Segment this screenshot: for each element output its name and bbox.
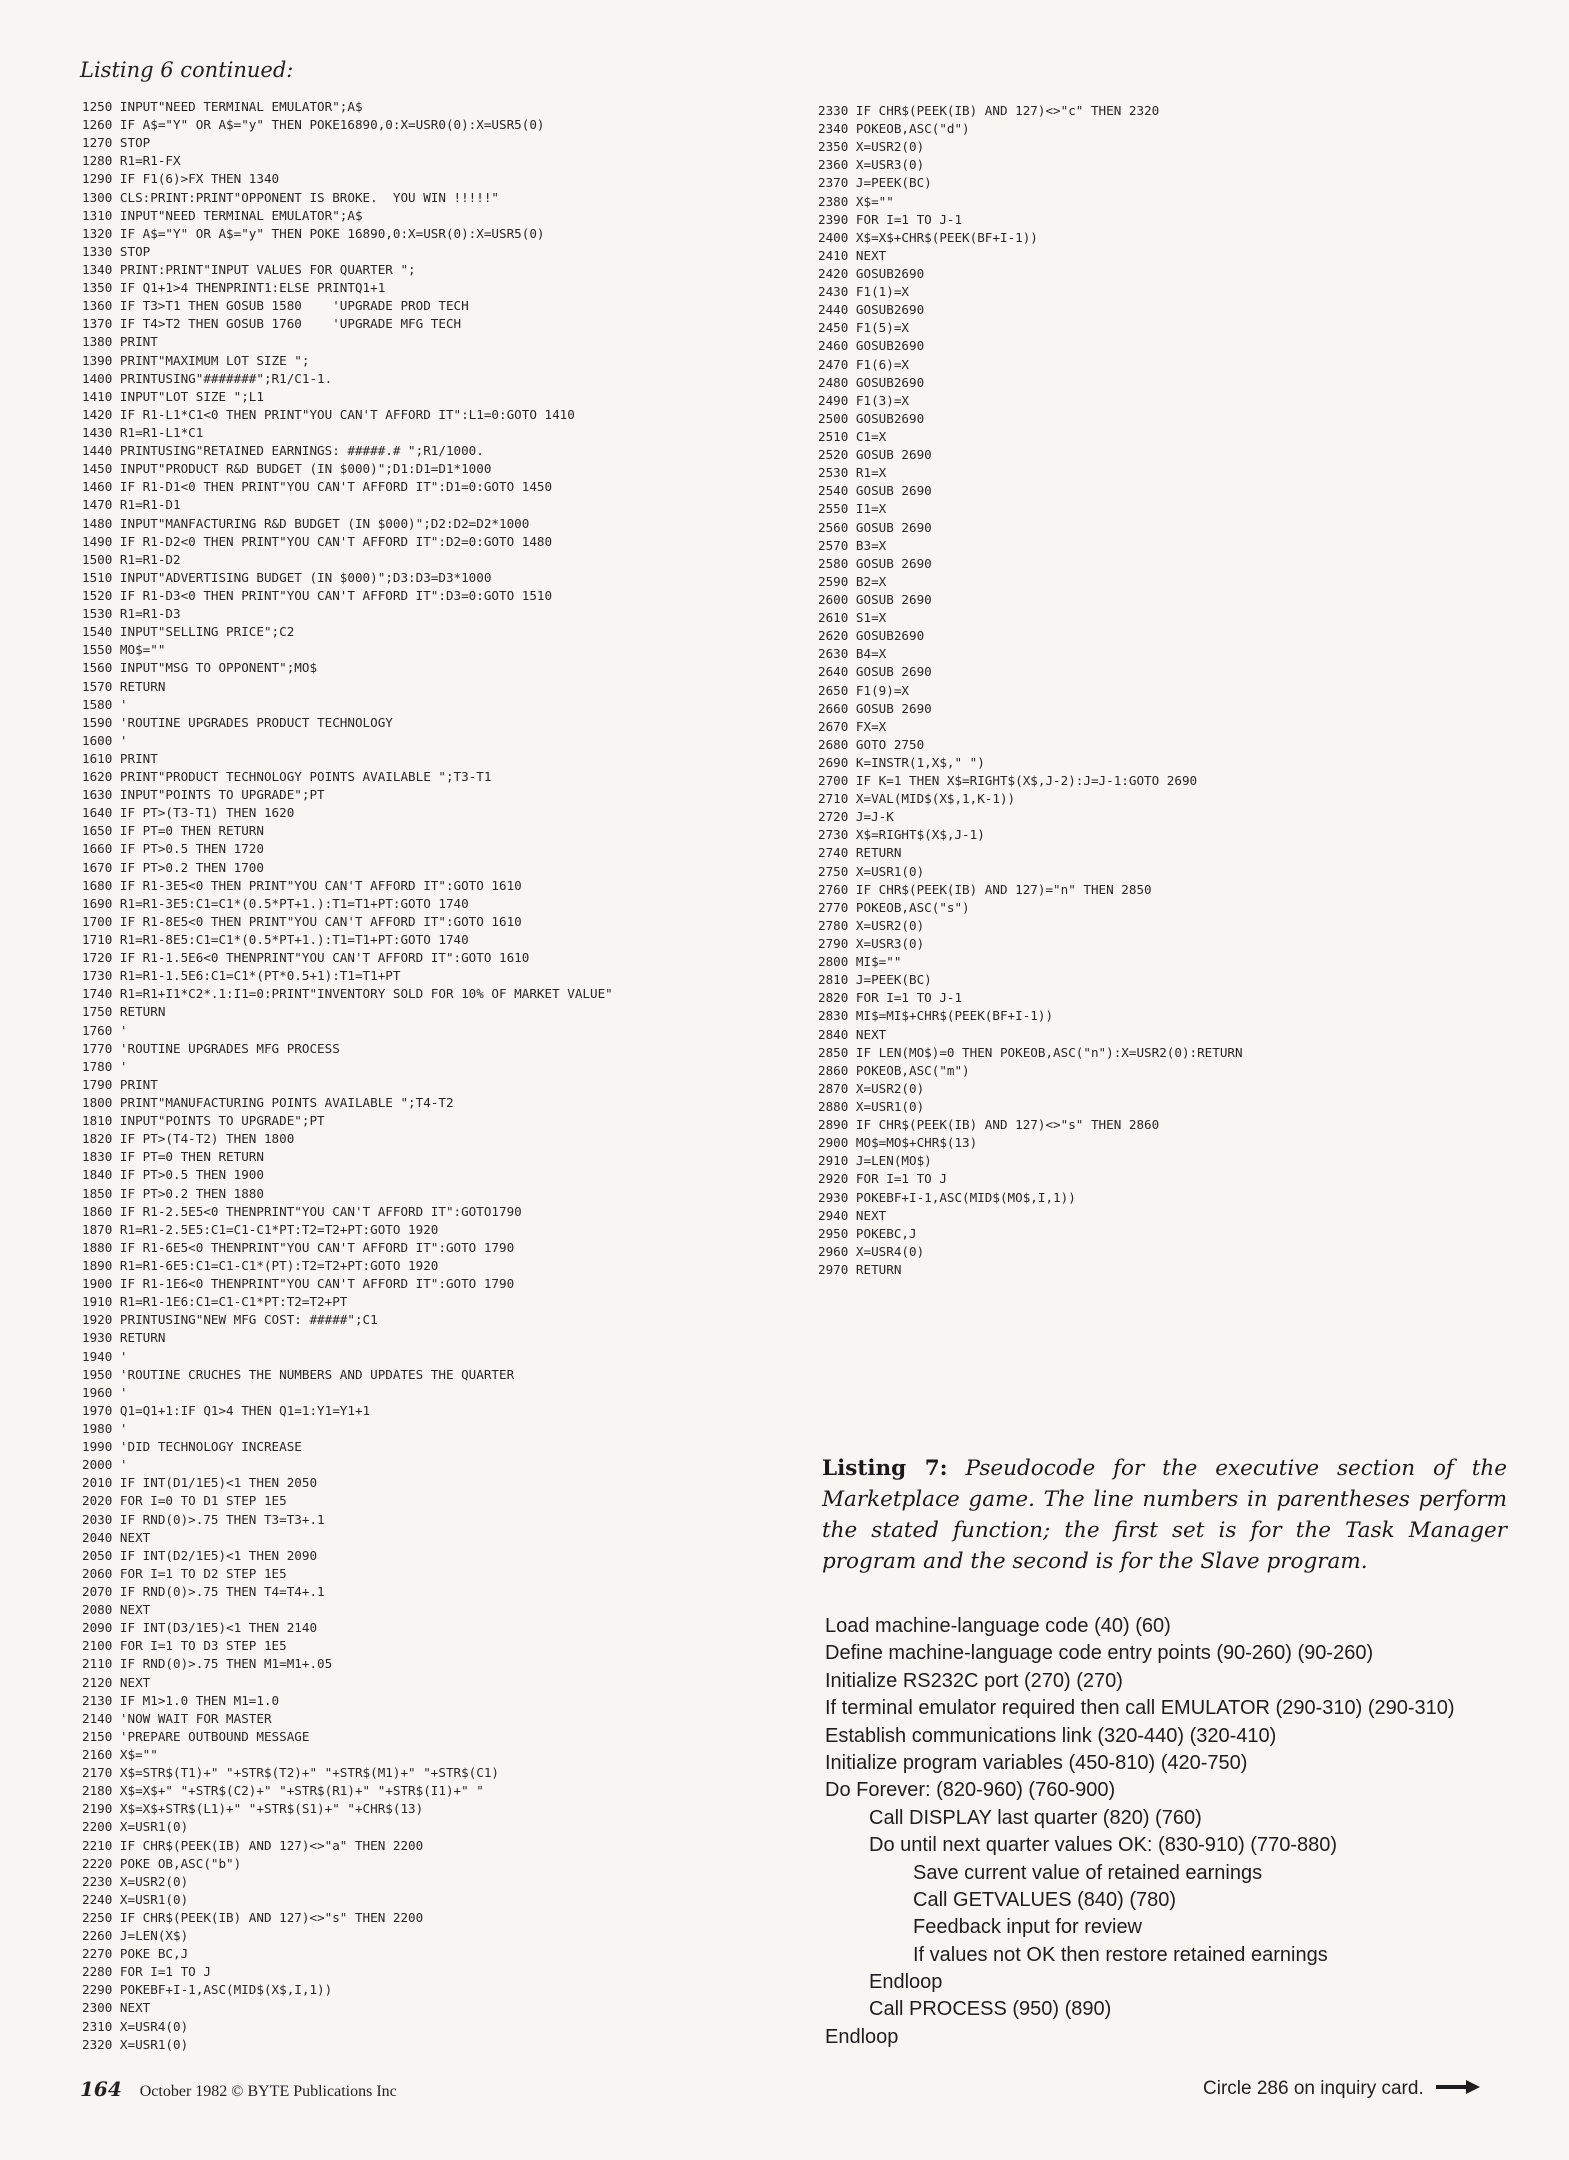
- code-line: 1390 PRINT"MAXIMUM LOT SIZE ";: [82, 352, 310, 368]
- code-line: 2110 IF RND(0)>.75 THEN M1=M1+.05: [82, 1656, 333, 1672]
- code-line: 2400 X$=X$+CHR$(PEEK(BF+I-1)): [818, 229, 1038, 245]
- code-line: 1410 INPUT"LOT SIZE ";L1: [82, 388, 264, 404]
- pseudocode-line: Initialize program variables (450-810) (420-750): [825, 1751, 1248, 1774]
- code-line: 2230 X=USR2(0): [82, 1873, 189, 1889]
- code-line: 1350 IF Q1+1>4 THENPRINT1:ELSE PRINTQ1+1: [82, 280, 386, 296]
- code-line: 2800 MI$="": [818, 954, 902, 970]
- code-line: 2670 FX=X: [818, 718, 887, 734]
- code-line: 1850 IF PT>0.2 THEN 1880: [82, 1185, 264, 1201]
- pseudocode-line: Endloop: [825, 2025, 899, 2048]
- code-line: 1560 INPUT"MSG TO OPPONENT";MO$: [82, 660, 318, 676]
- code-line: 1600 ': [82, 732, 128, 748]
- code-line: 2500 GOSUB2690: [818, 410, 925, 426]
- code-line: 2480 GOSUB2690: [818, 374, 925, 390]
- code-line: 2650 F1(9)=X: [818, 682, 909, 698]
- code-line: 2820 FOR I=1 TO J-1: [818, 990, 963, 1006]
- code-line: 1980 ': [82, 1420, 128, 1436]
- pseudocode-line: Initialize RS232C port (270) (270): [825, 1669, 1123, 1692]
- code-line: 1330 STOP: [82, 243, 151, 259]
- pseudocode-line: Call DISPLAY last quarter (820) (760): [869, 1806, 1202, 1829]
- code-line: 2960 X=USR4(0): [818, 1243, 925, 1259]
- code-line: 2600 GOSUB 2690: [818, 591, 932, 607]
- caption-text: Pseudocode for the executive section of the Marketplace game. The line numbers in parentheses perform the stated function; the first set is for the Task Manager program and the second is for the Slave program.: [822, 1456, 1507, 1574]
- code-line: 1340 PRINT:PRINT"INPUT VALUES FOR QUARTER ";: [82, 261, 416, 277]
- code-line: 2280 FOR I=1 TO J: [82, 1964, 211, 1980]
- pseudocode-line: Load machine-language code (40) (60): [825, 1615, 1171, 1637]
- code-line: 2320 X=USR1(0): [82, 2036, 189, 2052]
- code-line: 1720 IF R1-1.5E6<0 THENPRINT"YOU CAN'T AFFORD IT":GOTO 1610: [82, 950, 530, 966]
- code-line: 2420 GOSUB2690: [818, 265, 925, 281]
- code-line: 2090 IF INT(D3/1E5)<1 THEN 2140: [82, 1620, 318, 1636]
- code-line: 2970 RETURN: [818, 1262, 902, 1277]
- pseudocode-line: If values not OK then restore retained earnings: [913, 1943, 1328, 1966]
- code-line: 2430 F1(1)=X: [818, 284, 909, 300]
- code-line: 2410 NEXT: [818, 247, 887, 263]
- code-line: 2810 J=PEEK(BC): [818, 972, 932, 988]
- page-number: 164: [80, 2077, 122, 2101]
- code-line: 1310 INPUT"NEED TERMINAL EMULATOR";A$: [82, 207, 363, 223]
- code-line: 1590 'ROUTINE UPGRADES PRODUCT TECHNOLOGY: [82, 714, 393, 730]
- code-line: 1660 IF PT>0.5 THEN 1720: [82, 841, 264, 857]
- code-line: 1610 PRINT: [82, 750, 158, 766]
- code-line: 2490 F1(3)=X: [818, 392, 909, 408]
- code-line: 2340 POKEOB,ASC("d"): [818, 121, 970, 137]
- code-line: 1970 Q1=Q1+1:IF Q1>4 THEN Q1=1:Y1=Y1+1: [82, 1402, 371, 1418]
- code-line: 1870 R1=R1-2.5E5:C1=C1-C1*PT:T2=T2+PT:GOTO 1920: [82, 1221, 439, 1237]
- code-line: 2620 GOSUB2690: [818, 628, 925, 644]
- code-line: 2020 FOR I=0 TO D1 STEP 1E5: [82, 1493, 287, 1509]
- code-line: 1880 IF R1-6E5<0 THENPRINT"YOU CAN'T AFFORD IT":GOTO 1790: [82, 1239, 515, 1255]
- code-line: 2870 X=USR2(0): [818, 1080, 925, 1096]
- code-line: 2210 IF CHR$(PEEK(IB) AND 127)<>"a" THEN 2200: [82, 1837, 424, 1853]
- code-line: 2930 POKEBF+I-1,ASC(MID$(MO$,I,1)): [818, 1189, 1076, 1205]
- code-line: 2050 IF INT(D2/1E5)<1 THEN 2090: [82, 1547, 318, 1563]
- code-line: 1670 IF PT>0.2 THEN 1700: [82, 859, 264, 875]
- code-line: 2150 'PREPARE OUTBOUND MESSAGE: [82, 1728, 310, 1744]
- code-line: 2540 GOSUB 2690: [818, 483, 932, 499]
- code-line: 1890 R1=R1-6E5:C1=C1-C1*(PT):T2=T2+PT:GOTO 1920: [82, 1258, 439, 1273]
- code-line: 1680 IF R1-3E5<0 THEN PRINT"YOU CAN'T AFFORD IT":GOTO 1610: [82, 877, 522, 893]
- code-line: 1710 R1=R1-8E5:C1=C1*(0.5*PT+1.):T1=T1+PT:GOTO 1740: [82, 932, 469, 948]
- code-line: 1960 ': [82, 1384, 128, 1400]
- code-line: 2900 MO$=MO$+CHR$(13): [818, 1135, 978, 1151]
- page-footer: [80, 2077, 397, 2101]
- code-line: 1860 IF R1-2.5E5<0 THENPRINT"YOU CAN'T AFFORD IT":GOTO1790: [82, 1203, 522, 1219]
- code-line: 2790 X=USR3(0): [818, 936, 925, 952]
- code-line: 1930 RETURN: [82, 1330, 166, 1346]
- code-line: 2120 NEXT: [82, 1674, 151, 1690]
- code-line: 1450 INPUT"PRODUCT R&D BUDGET (IN $000)";D1:D1=D1*1000: [82, 461, 492, 477]
- code-line: 2910 J=LEN(MO$): [818, 1153, 932, 1169]
- code-line: 1250 INPUT"NEED TERMINAL EMULATOR";A$: [82, 99, 363, 114]
- code-line: 1500 R1=R1-D2: [82, 551, 181, 567]
- code-line: 1780 ': [82, 1058, 128, 1074]
- code-line: 2040 NEXT: [82, 1529, 151, 1545]
- pseudocode-block: [825, 1615, 1455, 2053]
- code-line: 2700 IF K=1 THEN X$=RIGHT$(X$,J-2):J=J-1:GOTO 2690: [818, 773, 1198, 789]
- publication-credit: October 1982 © BYTE Publications Inc: [139, 2083, 397, 2100]
- listing-heading: Listing 6 continued:: [80, 58, 294, 82]
- code-line: 2580 GOSUB 2690: [818, 555, 932, 571]
- code-line: 2250 IF CHR$(PEEK(IB) AND 127)<>"s" THEN 2200: [82, 1909, 424, 1925]
- right-arrow-icon: [1436, 2078, 1480, 2100]
- code-line: 1990 'DID TECHNOLOGY INCREASE: [82, 1439, 302, 1455]
- code-line: 2510 C1=X: [818, 428, 887, 444]
- code-line: 2940 NEXT: [818, 1207, 887, 1223]
- code-line: 2330 IF CHR$(PEEK(IB) AND 127)<>"c" THEN 2320: [818, 103, 1160, 118]
- code-line: 2680 GOTO 2750: [818, 736, 925, 752]
- code-line: 1760 ': [82, 1022, 128, 1038]
- code-line: 1570 RETURN: [82, 678, 166, 694]
- code-line: 2390 FOR I=1 TO J-1: [818, 211, 963, 227]
- code-line: 2000 ': [82, 1457, 128, 1473]
- code-line: 2460 GOSUB2690: [818, 338, 925, 354]
- code-line: 1320 IF A$="Y" OR A$="y" THEN POKE 16890,0:X=USR(0):X=USR5(0): [82, 225, 545, 241]
- code-line: 2740 RETURN: [818, 845, 902, 861]
- code-line: 2530 R1=X: [818, 465, 887, 481]
- code-line: 2760 IF CHR$(PEEK(IB) AND 127)="n" THEN 2850: [818, 881, 1152, 897]
- code-line: 1910 R1=R1-1E6:C1=C1-C1*PT:T2=T2+PT: [82, 1294, 348, 1310]
- code-line: 2660 GOSUB 2690: [818, 700, 932, 716]
- code-line: 2690 K=INSTR(1,X$," "): [818, 754, 985, 770]
- code-line: 1440 PRINTUSING"RETAINED EARNINGS: #####.# ";R1/1000.: [82, 443, 484, 459]
- code-line: 1260 IF A$="Y" OR A$="y" THEN POKE16890,0:X=USR0(0):X=USR5(0): [82, 117, 545, 133]
- code-line: 2630 B4=X: [818, 646, 887, 662]
- pseudocode-line: Feedback input for review: [913, 1916, 1143, 1939]
- code-line: 2560 GOSUB 2690: [818, 519, 932, 535]
- code-line: 1530 R1=R1-D3: [82, 606, 181, 622]
- code-line: 1940 ': [82, 1348, 128, 1364]
- code-line: 1790 PRINT: [82, 1076, 158, 1092]
- code-line: 1810 INPUT"POINTS TO UPGRADE";PT: [82, 1113, 325, 1129]
- code-line: 2450 F1(5)=X: [818, 320, 909, 336]
- code-line: 2030 IF RND(0)>.75 THEN T3=T3+.1: [82, 1511, 325, 1527]
- code-line: 2300 NEXT: [82, 2000, 151, 2016]
- caption-label: Listing 7:: [822, 1456, 948, 1481]
- code-line: 1290 IF F1(6)>FX THEN 1340: [82, 171, 280, 187]
- code-line: 2290 POKEBF+I-1,ASC(MID$(X$,I,1)): [82, 1982, 333, 1998]
- pseudocode-line: Save current value of retained earnings: [913, 1861, 1263, 1884]
- code-line: 1520 IF R1-D3<0 THEN PRINT"YOU CAN'T AFFORD IT":D3=0:GOTO 1510: [82, 587, 553, 603]
- code-line: 2380 X$="": [818, 193, 894, 209]
- code-line: 2170 X$=STR$(T1)+" "+STR$(T2)+" "+STR$(M1)+" "+STR$(C1): [82, 1765, 500, 1781]
- code-line: 1630 INPUT"POINTS TO UPGRADE";PT: [82, 787, 325, 803]
- code-line: 2840 NEXT: [818, 1026, 887, 1042]
- code-line: 1420 IF R1-L1*C1<0 THEN PRINT"YOU CAN'T AFFORD IT":L1=0:GOTO 1410: [82, 406, 575, 422]
- code-line: 1580 ': [82, 696, 128, 712]
- pseudocode-line: Do Forever: (820-960) (760-900): [825, 1779, 1116, 1802]
- code-line: 2770 POKEOB,ASC("s"): [818, 899, 970, 915]
- code-line: 2060 FOR I=1 TO D2 STEP 1E5: [82, 1565, 287, 1581]
- code-line: 2570 B3=X: [818, 537, 887, 553]
- code-line: 1510 INPUT"ADVERTISING BUDGET (IN $000)";D3:D3=D3*1000: [82, 569, 492, 585]
- code-line: 2200 X=USR1(0): [82, 1819, 189, 1835]
- code-line: 2720 J=J-K: [818, 809, 894, 825]
- code-line: 2190 X$=X$+STR$(L1)+" "+STR$(S1)+" "+CHR$(13): [82, 1801, 424, 1817]
- code-line: 1840 IF PT>0.5 THEN 1900: [82, 1167, 264, 1183]
- code-line: 1820 IF PT>(T4-T2) THEN 1800: [82, 1131, 295, 1147]
- pseudocode-line: Call GETVALUES (840) (780): [913, 1888, 1177, 1911]
- code-line: 1370 IF T4>T2 THEN GOSUB 1760 'UPGRADE MFG TECH: [82, 316, 462, 332]
- inquiry-text: Circle 286 on inquiry card.: [1203, 2078, 1424, 2099]
- code-line: 1430 R1=R1-L1*C1: [82, 424, 204, 440]
- code-listing-right: [818, 102, 1243, 1279]
- code-line: 2220 POKE OB,ASC("b"): [82, 1855, 242, 1871]
- code-line: 1460 IF R1-D1<0 THEN PRINT"YOU CAN'T AFFORD IT":D1=0:GOTO 1450: [82, 479, 553, 495]
- pseudocode-line: If terminal emulator required then call EMULATOR (290-310) (290-310): [825, 1697, 1455, 1720]
- code-line: 1830 IF PT=0 THEN RETURN: [82, 1149, 264, 1165]
- code-line: 2880 X=USR1(0): [818, 1099, 925, 1115]
- pseudocode-line: Call PROCESS (950) (890): [869, 1998, 1112, 2021]
- code-line: 2260 J=LEN(X$): [82, 1928, 189, 1944]
- code-line: 2130 IF M1>1.0 THEN M1=1.0: [82, 1692, 280, 1708]
- code-line: 1740 R1=R1+I1*C2*.1:I1=0:PRINT"INVENTORY SOLD FOR 10% OF MARKET VALUE": [82, 986, 613, 1002]
- code-line: 2860 POKEOB,ASC("m"): [818, 1062, 970, 1078]
- code-line: 2100 FOR I=1 TO D3 STEP 1E5: [82, 1638, 287, 1654]
- code-line: 2780 X=USR2(0): [818, 917, 925, 933]
- code-line: 2350 X=USR2(0): [818, 139, 925, 155]
- code-line: 1650 IF PT=0 THEN RETURN: [82, 823, 264, 839]
- code-line: 2750 X=USR1(0): [818, 863, 925, 879]
- code-line: 2140 'NOW WAIT FOR MASTER: [82, 1710, 272, 1726]
- code-line: 1490 IF R1-D2<0 THEN PRINT"YOU CAN'T AFFORD IT":D2=0:GOTO 1480: [82, 533, 553, 549]
- listing-7-caption: [822, 1453, 1507, 1577]
- code-line: 1950 'ROUTINE CRUCHES THE NUMBERS AND UPDATES THE QUARTER: [82, 1366, 515, 1382]
- code-line: 2070 IF RND(0)>.75 THEN T4=T4+.1: [82, 1583, 325, 1599]
- inquiry-note: [1203, 2078, 1480, 2100]
- code-line: 1770 'ROUTINE UPGRADES MFG PROCESS: [82, 1040, 340, 1056]
- code-line: 2270 POKE BC,J: [82, 1946, 189, 1962]
- pseudocode-line: Endloop: [869, 1971, 943, 1994]
- code-line: 1620 PRINT"PRODUCT TECHNOLOGY POINTS AVAILABLE ";T3-T1: [82, 769, 492, 785]
- code-line: 2920 FOR I=1 TO J: [818, 1171, 947, 1187]
- code-line: 1690 R1=R1-3E5:C1=C1*(0.5*PT+1.):T1=T1+PT:GOTO 1740: [82, 895, 469, 911]
- code-line: 1730 R1=R1-1.5E6:C1=C1*(PT*0.5+1):T1=T1+PT: [82, 968, 401, 984]
- code-line: 1800 PRINT"MANUFACTURING POINTS AVAILABLE ";T4-T2: [82, 1095, 454, 1111]
- code-line: 2590 B2=X: [818, 573, 887, 589]
- code-line: 2950 POKEBC,J: [818, 1225, 917, 1241]
- code-line: 1360 IF T3>T1 THEN GOSUB 1580 'UPGRADE PROD TECH: [82, 298, 469, 314]
- code-line: 2440 GOSUB2690: [818, 302, 925, 318]
- pseudocode-line: Establish communications link (320-440) (320-410): [825, 1724, 1277, 1747]
- code-line: 1380 PRINT: [82, 334, 158, 350]
- code-line: 1480 INPUT"MANFACTURING R&D BUDGET (IN $000)";D2:D2=D2*1000: [82, 515, 530, 531]
- code-line: 1540 INPUT"SELLING PRICE";C2: [82, 624, 295, 640]
- pseudocode-line: Do until next quarter values OK: (830-910) (770-880): [869, 1834, 1338, 1857]
- code-line: 1300 CLS:PRINT:PRINT"OPPONENT IS BROKE. YOU WIN !!!!!": [82, 189, 500, 205]
- code-line: 2310 X=USR4(0): [82, 2018, 189, 2034]
- code-line: 1400 PRINTUSING"#######";R1/C1-1.: [82, 370, 333, 386]
- code-line: 1920 PRINTUSING"NEW MFG COST: #####";C1: [82, 1312, 378, 1328]
- code-line: 2470 F1(6)=X: [818, 356, 909, 372]
- code-line: 1550 MO$="": [82, 642, 166, 658]
- code-line: 1470 R1=R1-D1: [82, 497, 181, 513]
- code-line: 2610 S1=X: [818, 610, 887, 626]
- code-line: 2240 X=USR1(0): [82, 1891, 189, 1907]
- code-line: 2730 X$=RIGHT$(X$,J-1): [818, 827, 985, 843]
- code-line: 2520 GOSUB 2690: [818, 447, 932, 463]
- code-line: 2710 X=VAL(MID$(X$,1,K-1)): [818, 791, 1016, 807]
- code-line: 1640 IF PT>(T3-T1) THEN 1620: [82, 805, 295, 821]
- code-line: 1280 R1=R1-FX: [82, 153, 181, 169]
- code-line: 2160 X$="": [82, 1746, 158, 1762]
- code-line: 2010 IF INT(D1/1E5)<1 THEN 2050: [82, 1475, 318, 1491]
- code-line: 2640 GOSUB 2690: [818, 664, 932, 680]
- code-line: 1750 RETURN: [82, 1004, 166, 1020]
- code-line: 2360 X=USR3(0): [818, 157, 925, 173]
- code-line: 2550 I1=X: [818, 501, 887, 517]
- code-line: 2850 IF LEN(MO$)=0 THEN POKEOB,ASC("n"):X=USR2(0):RETURN: [818, 1044, 1243, 1060]
- code-line: 2180 X$=X$+" "+STR$(C2)+" "+STR$(R1)+" "+STR$(I1)+" ": [82, 1783, 484, 1799]
- code-line: 2830 MI$=MI$+CHR$(PEEK(BF+I-1)): [818, 1008, 1054, 1024]
- code-line: 2890 IF CHR$(PEEK(IB) AND 127)<>"s" THEN 2860: [818, 1117, 1160, 1133]
- code-line: 2080 NEXT: [82, 1602, 151, 1618]
- code-line: 1700 IF R1-8E5<0 THEN PRINT"YOU CAN'T AFFORD IT":GOTO 1610: [82, 913, 522, 929]
- code-line: 2370 J=PEEK(BC): [818, 175, 932, 191]
- code-line: 1270 STOP: [82, 135, 151, 151]
- code-listing-left: [82, 98, 613, 2054]
- code-line: 1900 IF R1-1E6<0 THENPRINT"YOU CAN'T AFFORD IT":GOTO 1790: [82, 1276, 515, 1292]
- pseudocode-line: Define machine-language code entry points (90-260) (90-260): [825, 1642, 1374, 1665]
